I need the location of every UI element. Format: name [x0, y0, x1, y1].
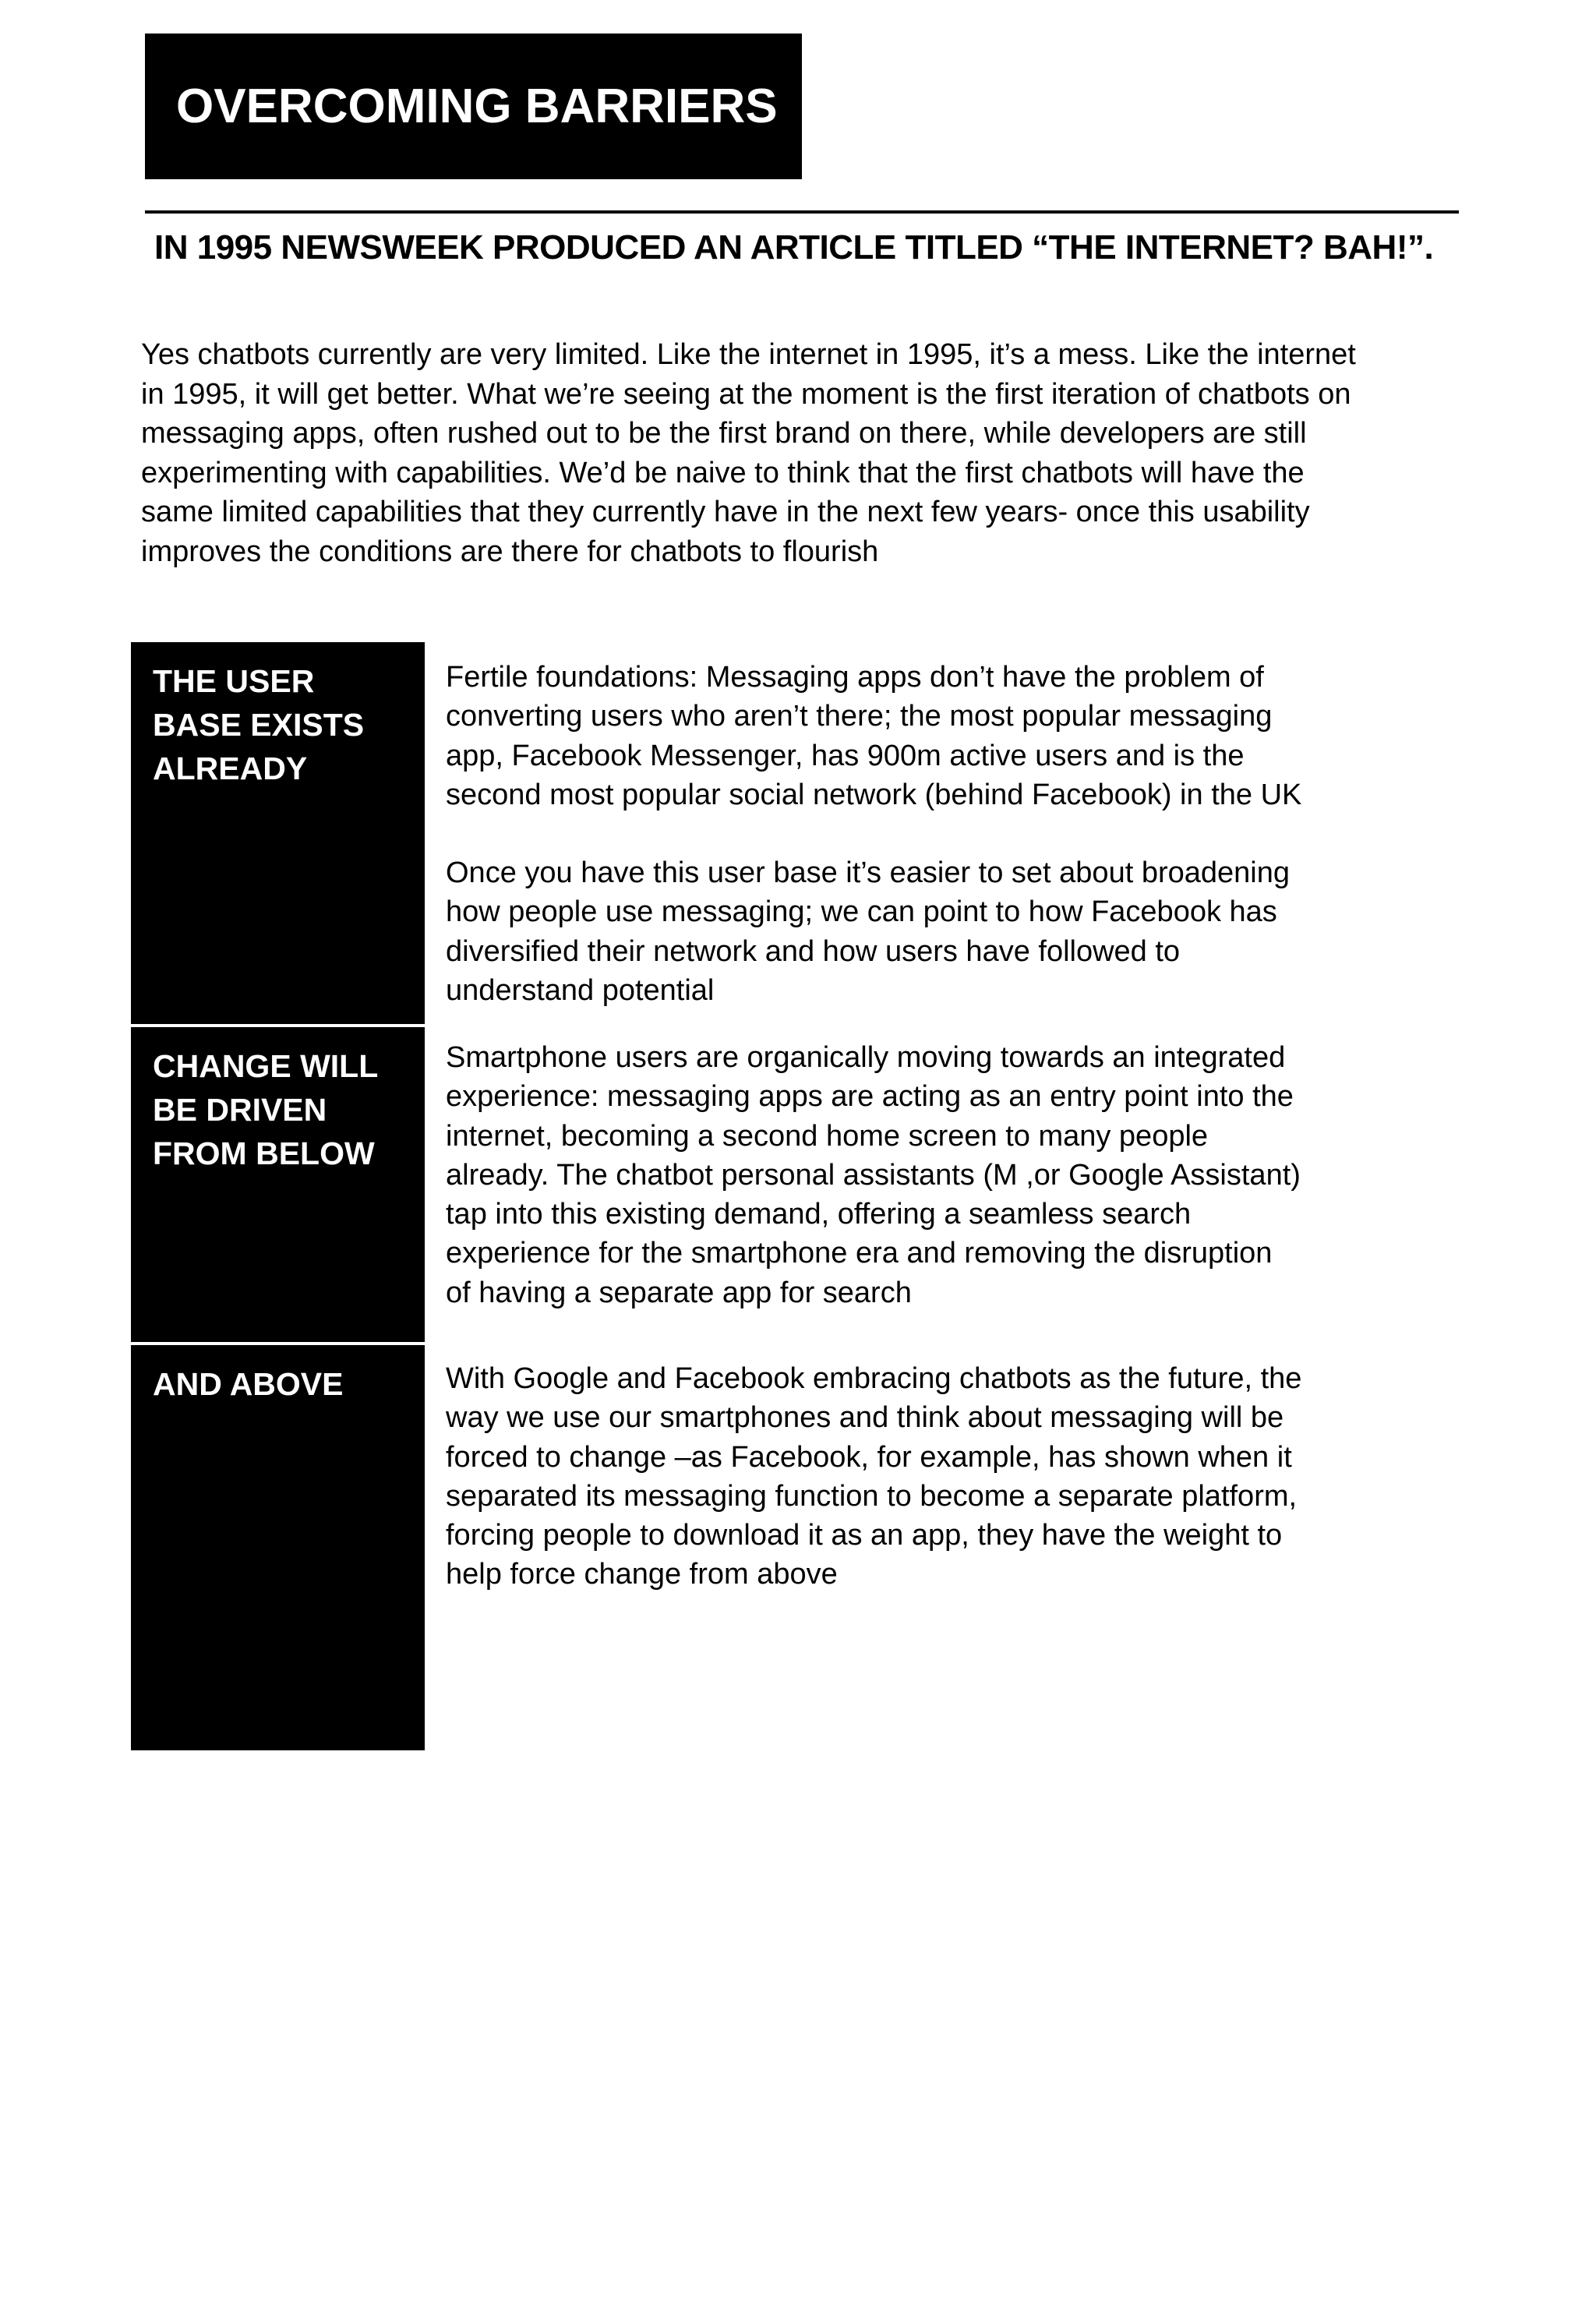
section-label-box — [131, 1027, 425, 1342]
section-paragraph: Once you have this user base it’s easier to set about broadening how people use messaging; we can point to how Facebook has diversified their network and how users have followed to understand potential — [446, 856, 1290, 1008]
section-paragraph: Smartphone users are organically moving towards an integrated experience: messaging apps are acting as an entry point into the internet, becoming a second home screen to many people already. The chatbot personal assistants (M ,or Google Assistant) tap into this existing demand, offering a seamless search experience for the smartphone era and removing the disruption of having a separate app for search — [446, 1041, 1301, 1309]
section-body — [446, 1359, 1326, 1594]
section-label: THE USER BASE EXISTS ALREADY — [153, 663, 365, 786]
section-row — [131, 642, 1331, 1024]
page-title: OVERCOMING BARRIERS — [176, 79, 778, 133]
section-label-box — [131, 1345, 425, 1750]
section-label: CHANGE WILL BE DRIVEN FROM BELOW — [153, 1048, 379, 1171]
subheading: IN 1995 NEWSWEEK PRODUCED AN ARTICLE TITLED “THE INTERNET? BAH!”. — [154, 228, 1434, 267]
section-label: AND ABOVE — [153, 1366, 344, 1402]
section-paragraph: Fertile foundations: Messaging apps don’t have the problem of converting users who aren’t there; the most popular messaging app, Facebook Messenger, has 900m active users and is the second most popular social network (behind Facebook) in the UK — [446, 661, 1302, 811]
intro-paragraph: Yes chatbots currently are very limited. Like the internet in 1995, it’s a mess. Like the internet in 1995, it will get better. What we’re seeing at the moment is the first iteration of chatbots on messaging apps, often rushed out to be the first brand on there, while developers are still experimenting with capabilities. We’d be naive to think that the first chatbots will have the same limited capabilities that they currently have in the next few years- once this usability improves the conditions are there for chatbots to flourish — [141, 338, 1356, 568]
divider — [145, 210, 1459, 214]
section-body — [446, 1038, 1326, 1312]
title-banner — [145, 34, 802, 179]
section-row — [131, 1027, 1331, 1345]
section-paragraph: With Google and Facebook embracing chatbots as the future, the way we use our smartphones and think about messaging will be forced to change –as Facebook, for example, has shown when it separated its messaging function to become a separate platform, forcing people to download it as an app, they have the weight to help force change from above — [446, 1362, 1302, 1591]
section-body — [446, 658, 1326, 1010]
section-row — [131, 1345, 1331, 1750]
section-label-box — [131, 642, 425, 1024]
sections-table — [131, 642, 1331, 1750]
